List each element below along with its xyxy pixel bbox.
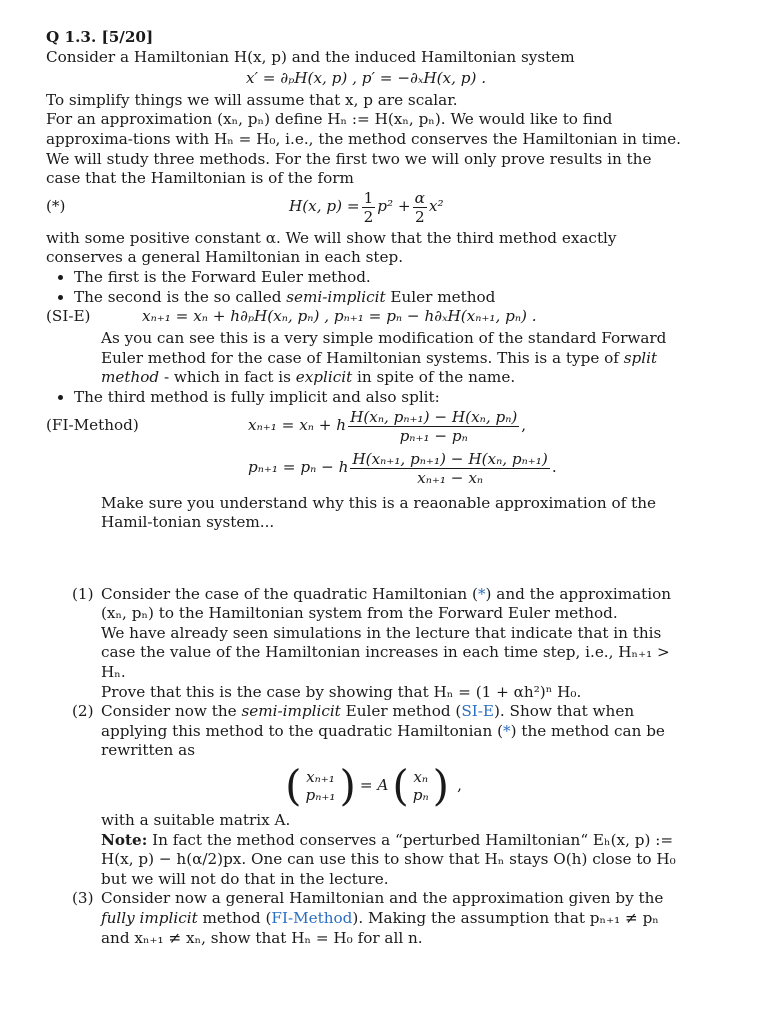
intro-text: Consider a Hamiltonian H(x, p) and the induced Hamiltonian system	[46, 47, 575, 66]
star-eq-x: x²	[428, 197, 444, 216]
fi-method-equations	[46, 408, 686, 494]
q3-c: ). Making the assumption that pₙ₊₁ ≠ pₙ and xₙ₊₁ ≠ xₙ, show that Hₙ = H₀ for all n.	[101, 909, 659, 947]
quadratic-hamiltonian-equation	[46, 189, 686, 229]
sie-para-2: - which in fact is	[159, 368, 296, 387]
bullet2-prefix: The second is the so called	[74, 287, 287, 306]
sie-equation: xₙ₊₁ = xₙ + h∂ₚH(xₙ, pₙ) , pₙ₊₁ = pₙ − h∂ₓH(xₙ₊₁, pₙ) .	[142, 307, 537, 326]
vec-top-right: xₙ	[413, 768, 429, 787]
scalar-note: To simplify things we will assume that x, p are scalar.	[46, 90, 458, 109]
sie-para-em2: explicit	[295, 368, 353, 387]
q1-d: Prove that this is the case by showing that Hₙ = (1 + αh²)ⁿ H₀.	[101, 682, 582, 701]
vec-end: ,	[457, 776, 462, 795]
bullet2-suffix: Euler method	[385, 287, 496, 306]
q3-b: method (	[197, 909, 272, 927]
bullet-forward-euler: • The first is the Forward Euler method.	[74, 268, 686, 288]
note-text: In fact the method conserves a “perturbed Hamiltonian“ Eₕ(x, p) := H(x, p) − h(α/2)px. One can use this to show that Hₙ stays O(h) close to H₀ but we will not do that in the lecture.	[101, 830, 676, 888]
approximation-paragraph: For an approximation (xₙ, pₙ) define Hₙ := H(xₙ, pₙ). We would like to find approxima-tions with Hₙ = H₀, i.e., the method conserves the Hamiltonian in time. We will study three methods. For the first two we will only prove results in the case that the Hamiltonian is of the form	[46, 110, 681, 188]
fi-eq2-lhs: pₙ₊₁ = pₙ − h	[248, 458, 349, 477]
q2-d: ) the method can be rewritten as	[101, 721, 665, 760]
sie-para-em1: split method	[101, 348, 658, 387]
q2-ref[interactable]: SI-E	[461, 702, 494, 721]
q1-c: We have already seen simulations in the lecture that indicate that in this case the value of the Hamiltonian increases in each time step, i.e., Hₙ₊₁ > Hₙ.	[101, 623, 670, 682]
q2-c: ). Show that when applying this method to the quadratic Hamiltonian (	[101, 702, 635, 740]
q3-a: Consider now a general Hamiltonian and the approximation given by the	[101, 889, 664, 908]
problem-page	[46, 28, 686, 948]
sie-para-1: As you can see this is a very simple modification of the standard Forward Euler method for the case of Hamiltonian systems. This is a type of	[101, 329, 667, 367]
q1-ref[interactable]: *	[477, 584, 486, 603]
positive-constant-paragraph: with some positive constant α. We will show that the third method exactly conserves a general Hamiltonian in each step.	[46, 228, 617, 267]
frac-alpha-den: 2	[414, 207, 425, 226]
hamiltonian-system-equation: x′ = ∂ₚH(x, p) , p′ = −∂ₓH(x, p) .	[245, 69, 487, 88]
q2-ref2[interactable]: *	[503, 721, 511, 740]
fi-eq1-end: ,	[521, 416, 527, 435]
note-label: Note:	[101, 830, 148, 849]
fi-eq1-num: H(xₙ, pₙ₊₁) − H(xₙ, pₙ)	[350, 407, 518, 426]
matrix-equation: ( xₙ₊₁ pₙ₊₁ ) = A ( xₙ pₙ ) ,	[285, 761, 462, 811]
method-list-third	[46, 388, 686, 408]
q2-b: Euler method (	[340, 702, 462, 721]
q3-em: fully implicit	[101, 909, 198, 927]
bullet-fully-implicit: • The third method is fully implicit and also split:	[74, 388, 686, 408]
frac-alpha	[413, 189, 427, 226]
fi-eq2-end: .	[551, 458, 557, 477]
q2-matrix-note: with a suitable matrix A.	[101, 811, 291, 830]
star-label: (*)	[46, 196, 66, 215]
q2-a: Consider now the	[101, 702, 242, 721]
q1-a: Consider the case of the quadratic Hamiltonian (	[101, 584, 478, 603]
star-eq-p: p² +	[377, 197, 411, 216]
question-list	[46, 585, 686, 949]
q1-label: (1)	[72, 584, 94, 603]
question-1	[46, 585, 686, 703]
q2-label: (2)	[72, 702, 94, 721]
q1-b: ) and the approximation (xₙ, pₙ) to the Hamiltonian system from the Forward Euler method.	[101, 584, 672, 623]
frac-half	[362, 189, 376, 226]
sie-paragraph	[46, 329, 686, 388]
problem-heading: Q 1.3. [5/20]	[46, 28, 154, 46]
q3-ref[interactable]: FI-Method	[271, 909, 353, 927]
sie-para-3: in spite of the name.	[352, 368, 516, 387]
fi-paragraph: Make sure you understand why this is a reaonable approximation of the Hamil-tonian system...	[101, 493, 656, 532]
frac-half-den: 2	[363, 207, 374, 226]
fi-eq2-num: H(xₙ₊₁, pₙ₊₁) − H(xₙ, pₙ₊₁)	[352, 449, 548, 468]
vec-eq: = A	[359, 776, 389, 795]
fi-label: (FI-Method)	[46, 415, 139, 434]
fi-eq1-den: pₙ₊₁ − pₙ	[399, 426, 468, 445]
question-2	[46, 702, 686, 889]
fi-eq1-lhs: xₙ₊₁ = xₙ + h	[248, 416, 347, 435]
sie-equation-row	[46, 307, 686, 329]
sie-label: (SI-E)	[46, 307, 91, 326]
q3-label: (3)	[72, 889, 94, 908]
vec-top-left: xₙ₊₁	[306, 768, 335, 787]
bullet-semi-implicit	[74, 288, 686, 308]
q2-em: semi-implicit	[241, 702, 341, 721]
bullet2-em: semi-implicit	[286, 287, 386, 306]
frac-half-num: 1	[363, 188, 374, 207]
fi-eq2-den: xₙ₊₁ − xₙ	[417, 468, 484, 487]
question-3	[46, 889, 686, 948]
vec-bottom-left: pₙ₊₁	[305, 786, 336, 805]
method-list	[46, 268, 686, 307]
vec-bottom-right: pₙ	[412, 786, 429, 805]
frac-alpha-num: α	[414, 188, 425, 207]
star-eq-lhs: H(x, p) =	[289, 197, 360, 216]
